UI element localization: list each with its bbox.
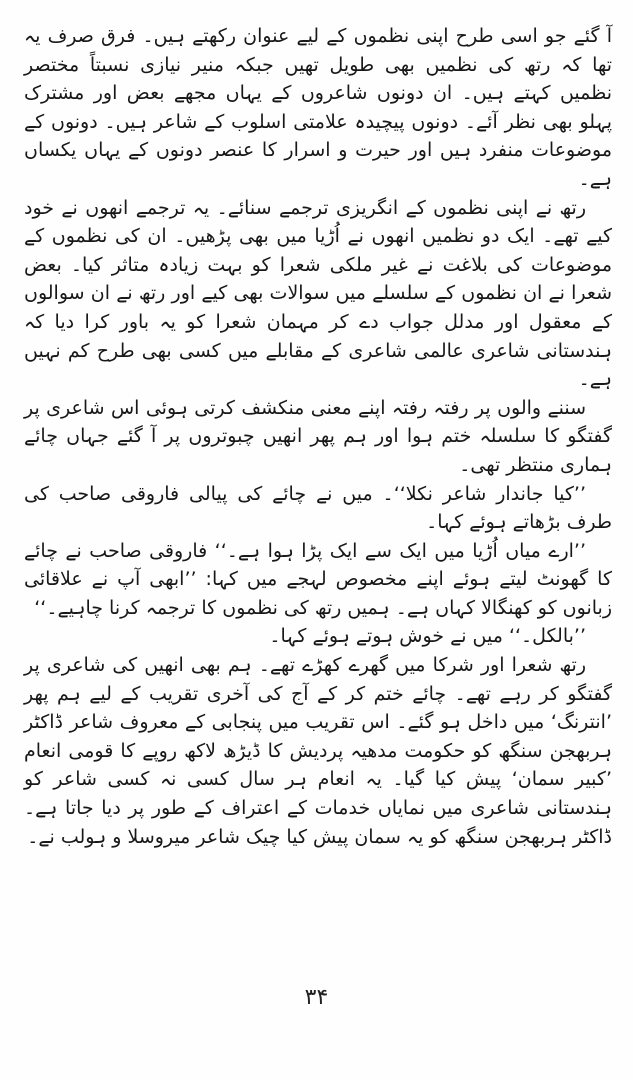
paragraph-6: ’’بالکل۔‘‘ میں نے خوش ہوتے ہوئے کہا۔ xyxy=(269,625,586,648)
page-number: ۳۴ xyxy=(304,985,329,1010)
paragraph-2: رتھ نے اپنی نظموں کے انگریزی ترجمے سنائے۔ یہ ترجمے انھوں نے خود کیے تھے۔ ایک دو نظمیں انھوں نے اُڑیا میں بھی پڑھیں۔ ان کی نظموں کے موضوعات کی بلاغت نے غیر ملکی شعرا کو بہت زیادہ متاثر کیا۔ بعض شعرا نے ان نظموں کے سلسلے میں سوالات بھی کیے اور رتھ نے ان سوالوں کے معقول اور مدلل جواب دے کر مہمان شعرا کو یہ باور کرا دیا کہ ہندستانی شاعری عالمی شاعری کے مقابلے میں کسی بھی طرح کم نہیں ہے۔ xyxy=(24,196,612,391)
paragraph-1: آ گئے جو اسی طرح اپنی نظموں کے لیے عنوان رکھتے ہیں۔ فرق صرف یہ تھا کہ رتھ کی نظمیں بھی طویل تھیں جبکہ منیر نیازی نسبتاً مختصر نظمیں کہتے ہیں۔ ان دونوں شاعروں کے یہاں مجھے بعض اور مشترک پہلو بھی نظر آئے۔ دونوں پیچیدہ علامتی اسلوب کے شاعر ہیں۔ دونوں کے موضوعات منفرد ہیں اور حیرت و اسرار کا عنصر دونوں کے یہاں یکساں ہے۔ xyxy=(24,25,612,190)
paragraph-5: ’’ارے میاں اُڑیا میں ایک سے ایک پڑا ہوا ہے۔‘‘ فاروقی صاحب نے چائے کا گھونٹ لیتے ہوئے اپنے مخصوص لہجے میں کہا: ’’ابھی آپ نے علاقائی زبانوں کو کھنگالا کہاں ہے۔ ہمیں رتھ کی نظموں کا ترجمہ کرنا چاہیے۔‘‘ xyxy=(24,539,612,619)
paragraph-4: ’’کیا جاندار شاعر نکلا‘‘۔ میں نے چائے کی پیالی فاروقی صاحب کی طرف بڑھاتے ہوئے کہا۔ xyxy=(24,482,612,534)
paragraph-7: رتھ شعرا اور شرکا میں گھرے کھڑے تھے۔ ہم بھی انھیں کی شاعری پر گفتگو کر رہے تھے۔ چائے ختم کر کے آج کی آخری تقریب کے لیے ہم پھر ’انترنگ‘ میں داخل ہو گئے۔ اس تقریب میں پنجابی کے معروف شاعر ڈاکٹر ہربھجن سنگھ کو حکومت مدھیہ پردیش کا ڈیڑھ لاکھ روپے کا قومی انعام ’کبیر سمان‘ پیش کیا گیا۔ یہ انعام ہر سال کسی نہ کسی شاعر کو ہندستانی شاعری میں نمایاں خدمات کے اعتراف کے طور پر دیا جاتا ہے۔ ڈاکٹر ہربھجن سنگھ کو یہ سمان پیش کیا چیک شاعر میروسلا و ہولب نے۔ xyxy=(24,654,612,848)
body-text xyxy=(24,22,612,851)
paragraph-3: سننے والوں پر رفتہ رفتہ اپنے معنی منکشف کرتی ہوئی اس شاعری پر گفتگو کا سلسلہ ختم ہوا اور ہم پھر انھیں چبوتروں پر آ گئے جہاں چائے ہماری منتظر تھی۔ xyxy=(24,396,612,476)
